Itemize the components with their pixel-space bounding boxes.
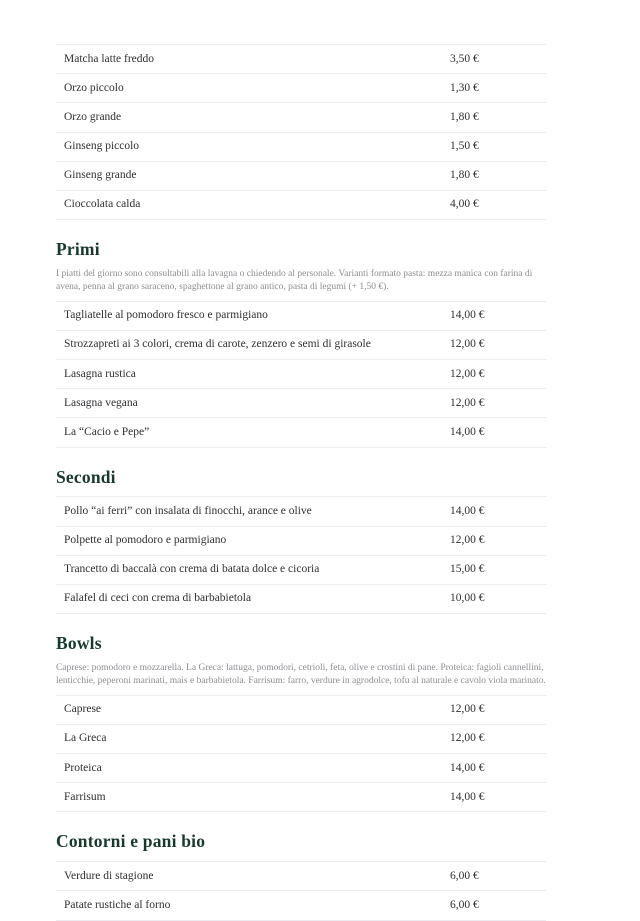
menu-section-primi	[56, 238, 546, 448]
menu-item-name: Strozzapreti ai 3 colori, crema di carote, zenzero e semi di girasole	[64, 338, 371, 351]
menu-item-row	[56, 45, 546, 74]
menu-item-price: 12,00 €	[450, 534, 485, 547]
menu-item-price: 10,00 €	[450, 592, 485, 605]
menu-item-row	[56, 497, 546, 526]
menu-item-name: Falafel di ceci con crema di barbabietola	[64, 592, 252, 605]
section-heading: Contorni e pani bio	[56, 831, 206, 852]
menu-item-name: Tagliatelle al pomodoro fresco e parmigiano	[64, 309, 268, 322]
menu-item-name: Caprese	[64, 703, 102, 716]
menu-section-beverages-continued	[56, 44, 546, 220]
menu-item-price: 1,80 €	[450, 169, 479, 182]
menu-item-name: La Greca	[64, 732, 107, 745]
menu-item-price: 15,00 €	[450, 563, 485, 576]
menu-item-name: Orzo piccolo	[64, 81, 124, 94]
menu-item-price: 1,80 €	[450, 110, 479, 123]
menu-item-name: Proteica	[64, 761, 102, 774]
menu-item-row	[56, 695, 546, 724]
menu-item-row	[56, 891, 546, 920]
menu-item-row	[56, 555, 546, 584]
menu-item-row	[56, 103, 546, 132]
menu-items-table	[56, 695, 546, 813]
menu-section-bowls	[56, 632, 546, 812]
menu-item-name: Farrisum	[64, 790, 106, 803]
menu-item-row	[56, 526, 546, 555]
menu-item-row	[56, 161, 546, 190]
menu-item-list	[56, 44, 546, 220]
menu-item-price: 12,00 €	[450, 732, 485, 745]
menu-items-table	[56, 301, 546, 448]
menu-section-secondi	[56, 466, 546, 614]
menu-item-row	[56, 360, 546, 389]
menu-item-name: Ginseng piccolo	[64, 140, 140, 153]
menu-item-price: 12,00 €	[450, 703, 485, 716]
menu-item-price: 14,00 €	[450, 309, 485, 322]
menu-item-row	[56, 418, 546, 447]
menu-item-price: 14,00 €	[450, 425, 485, 438]
menu-item-list	[56, 496, 546, 614]
menu-item-row	[56, 724, 546, 753]
menu-item-row	[56, 132, 546, 161]
menu-item-list	[56, 301, 546, 448]
menu-item-row	[56, 301, 546, 330]
menu-item-row	[56, 862, 546, 891]
menu-item-list	[56, 695, 546, 813]
menu-item-price: 12,00 €	[450, 367, 485, 380]
menu-items-table	[56, 496, 546, 614]
menu-item-row	[56, 584, 546, 613]
menu-item-price: 6,00 €	[450, 898, 479, 911]
menu-item-name: La “Cacio e Pepe”	[64, 425, 150, 438]
menu-item-row	[56, 389, 546, 418]
menu-item-name: Orzo grande	[64, 110, 122, 123]
menu-item-name: Lasagna rustica	[64, 367, 136, 380]
menu-item-name: Trancetto di baccalà con crema di batata dolce e cicoria	[64, 563, 320, 576]
section-description: Caprese: pomodoro e mozzarella. La Greca: lattuga, pomodori, cetrioli, feta, olive e crostini di pane. Proteica: fagioli cannellini, lenticchie, peperoni marinati, mais e barbabietola. Farrisum: farro, verdure in agrodolce, tofu al naturale e cavolo viola marinato.	[56, 662, 546, 687]
menu-item-name: Ginseng grande	[64, 169, 137, 182]
menu-item-name: Verdure di stagione	[64, 869, 154, 882]
menu-item-name: Matcha latte freddo	[64, 52, 155, 65]
menu-item-row	[56, 330, 546, 359]
menu-item-price: 14,00 €	[450, 504, 485, 517]
menu-item-price: 1,50 €	[450, 140, 479, 153]
menu-item-price: 14,00 €	[450, 761, 485, 774]
menu-item-name: Pollo “ai ferri” con insalata di finocchi, arance e olive	[64, 504, 312, 517]
menu-item-name: Polpette al pomodoro e parmigiano	[64, 534, 227, 547]
menu-content	[56, 40, 546, 921]
menu-item-price: 12,00 €	[450, 396, 485, 409]
menu-item-row	[56, 783, 546, 812]
menu-item-price: 14,00 €	[450, 790, 485, 803]
menu-item-name: Cioccolata calda	[64, 198, 141, 211]
menu-item-row	[56, 190, 546, 219]
menu-item-price: 3,50 €	[450, 52, 479, 65]
menu-item-price: 6,00 €	[450, 869, 479, 882]
section-description: I piatti del giorno sono consultabili alla lavagna o chiedendo al personale. Varianti formato pasta: mezza manica con farina di avena, penna al grano saraceno, spaghettone al grano antico, pasta di legumi (+ 1,50 €).	[56, 268, 533, 293]
menu-item-row	[56, 754, 546, 783]
menu-item-name: Patate rustiche al forno	[64, 898, 171, 911]
menu-item-list	[56, 861, 546, 920]
menu-item-price: 1,30 €	[450, 81, 479, 94]
section-heading: Secondi	[56, 466, 116, 487]
section-heading: Primi	[56, 239, 100, 260]
menu-items-table	[56, 44, 546, 220]
menu-item-name: Lasagna vegana	[64, 396, 138, 409]
section-heading: Bowls	[56, 633, 102, 654]
menu-item-price: 12,00 €	[450, 338, 485, 351]
menu-section-contorni-e-pani-bio	[56, 830, 546, 920]
menu-item-price: 4,00 €	[450, 198, 479, 211]
menu-item-row	[56, 74, 546, 103]
menu-items-table	[56, 861, 546, 920]
